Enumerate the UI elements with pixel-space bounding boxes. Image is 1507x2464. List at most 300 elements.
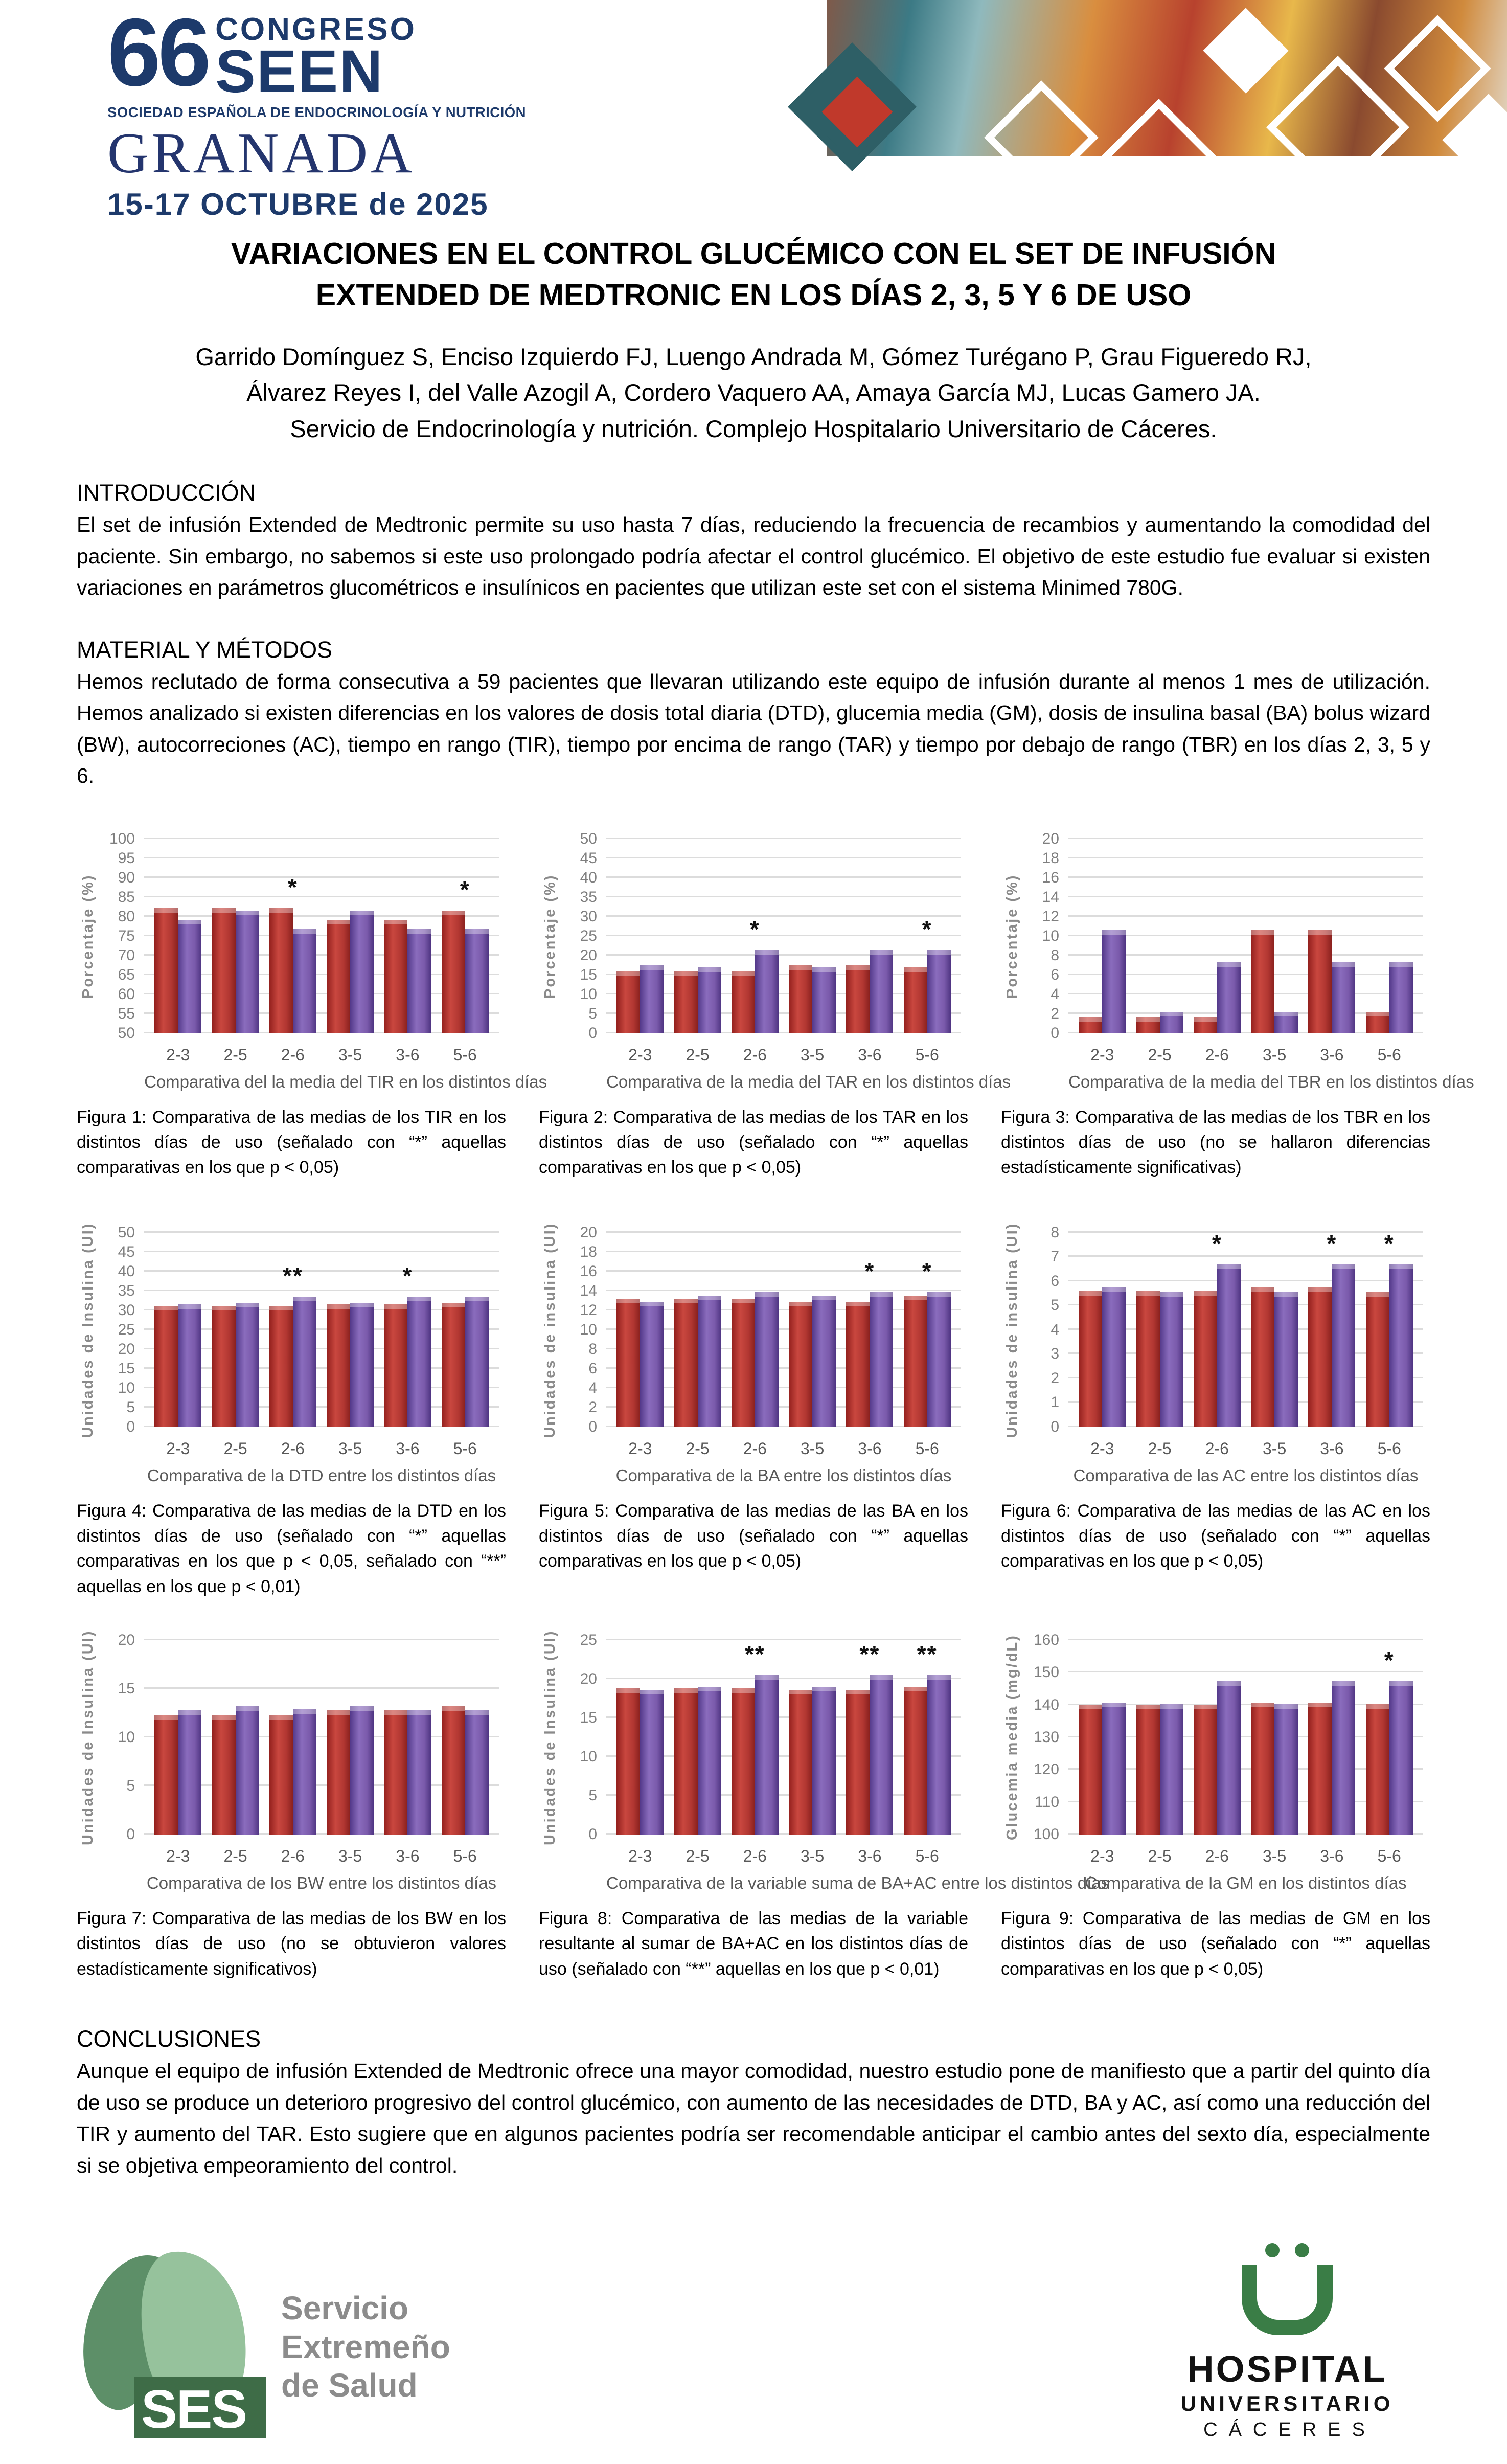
significance-annotation: **: [917, 1641, 938, 1668]
x-axis-category-label: 3-6: [1320, 1847, 1344, 1865]
y-axis-tick-label: 15: [580, 966, 597, 983]
y-axis-tick-label: 90: [118, 869, 135, 886]
x-axis-title: Comparativa de la variable suma de BA+AC entre los distintos días: [606, 1873, 1110, 1892]
bar-second-day: [812, 1296, 836, 1427]
y-axis-tick-label: 20: [118, 1632, 135, 1648]
y-axis-tick-label: 1: [1051, 1394, 1059, 1411]
y-axis-tick-label: 4: [1051, 985, 1059, 1003]
y-axis-tick-label: 10: [580, 1748, 597, 1765]
bar-first-day: [327, 1710, 350, 1835]
y-axis-tick-label: 50: [118, 1224, 135, 1241]
bar-first-day: [674, 1299, 698, 1427]
bar-first-day: [269, 1306, 293, 1427]
decorative-diamond-icon: [1203, 8, 1289, 94]
x-axis-category-label: 3-5: [1263, 1847, 1287, 1865]
section-heading-material-metodos: MATERIAL Y MÉTODOS: [77, 636, 333, 663]
bar-first-day: [212, 1715, 236, 1835]
bar-second-day: [870, 1292, 893, 1427]
y-axis-tick-label: 50: [118, 1024, 135, 1042]
x-axis-category-label: 2-6: [1205, 1045, 1229, 1064]
bar-first-day: [1366, 1704, 1389, 1835]
y-axis-tick-label: 140: [1033, 1696, 1059, 1713]
bar-chart: [539, 821, 1011, 1097]
bar-group-5-6: [442, 1233, 489, 1458]
bar-chart: [77, 1214, 506, 1490]
bar-group-2-5: [1136, 1640, 1183, 1865]
x-axis-category-label: 2-6: [1205, 1847, 1229, 1865]
bar-group-3-5: [1251, 839, 1298, 1064]
y-axis-tick-label: 0: [1051, 1418, 1059, 1435]
bar-group-5-6: [1366, 1230, 1413, 1458]
bar-group-2-5: [1136, 1233, 1183, 1458]
x-axis-title: Comparativa de la media del TBR en los distintos días: [1068, 1072, 1474, 1091]
bar-group-2-3: [154, 1233, 201, 1458]
bar-first-day: [269, 1715, 293, 1835]
y-axis-tick-label: 40: [580, 869, 597, 886]
bar-chart: [539, 1214, 968, 1490]
bar-groups: [606, 839, 961, 1064]
significance-annotation: **: [282, 1262, 303, 1290]
bar-group-2-5: [674, 1233, 721, 1458]
bar-second-day: [236, 1706, 259, 1835]
bar-second-day: [1389, 962, 1413, 1033]
congress-number: 66: [107, 0, 209, 106]
x-axis-category-label: 5-6: [1377, 1439, 1401, 1458]
figure-9: [1001, 1622, 1430, 1993]
bar-group-5-6: [904, 839, 951, 1064]
y-axis-tick-label: 7: [1051, 1248, 1059, 1265]
y-axis-tick-label: 12: [1042, 908, 1059, 925]
society-name: SOCIEDAD ESPAÑOLA DE ENDOCRINOLOGÍA Y NUTRICIÓN: [107, 104, 527, 121]
bar-first-day: [1366, 1012, 1389, 1033]
x-axis-category-label: 2-5: [1148, 1439, 1172, 1458]
authors-affiliation: Servicio de Endocrinología y nutrición. Complejo Hospitalario Universitario de Cáceres.: [290, 415, 1217, 442]
x-axis-category-label: 2-3: [628, 1045, 652, 1064]
bar-first-day: [1079, 1017, 1102, 1033]
bar-first-day: [1308, 1703, 1332, 1835]
y-axis-tick-label: 35: [580, 888, 597, 906]
bar-second-day: [698, 967, 721, 1033]
y-axis-tick-label: 130: [1033, 1729, 1059, 1746]
bar-second-day: [927, 950, 951, 1033]
y-axis-tick-label: 0: [126, 1826, 135, 1843]
x-axis-category-label: 2-5: [1148, 1847, 1172, 1865]
figure-caption: Figura 1: Comparativa de las medias de los TIR en los distintos días de uso (señalado con “*” aquellas comparativas en los que p < 0,05): [77, 1107, 506, 1178]
plot-area: [118, 1224, 499, 1458]
figure-3: [1001, 821, 1474, 1192]
bar-groups: [144, 1640, 499, 1865]
y-axis-tick-label: 25: [580, 1632, 597, 1648]
bar-second-day: [178, 1710, 201, 1835]
significance-annotation: *: [460, 876, 470, 903]
y-axis-tick-label: 40: [118, 1262, 135, 1280]
bar-first-day: [1251, 1703, 1274, 1835]
y-axis-tick-label: 2: [1051, 1005, 1059, 1022]
bar-group-2-6: [1194, 1230, 1241, 1458]
bar-first-day: [904, 1687, 927, 1835]
bar-group-2-3: [154, 839, 201, 1064]
y-axis-tick-label: 65: [118, 966, 135, 983]
y-axis-tick-label: 0: [588, 1418, 597, 1435]
bar-second-day: [1274, 1292, 1298, 1427]
bar-second-day: [927, 1292, 951, 1427]
bar-first-day: [1366, 1292, 1389, 1427]
bar-second-day: [465, 1297, 489, 1427]
y-axis-tick-label: 25: [580, 927, 597, 944]
hospital-subtitle: UNIVERSITARIO: [1180, 2391, 1394, 2415]
x-axis-category-label: 3-6: [396, 1439, 420, 1458]
x-axis-title: Comparativa de la GM en los distintos días: [1085, 1873, 1407, 1892]
bar-second-day: [350, 911, 374, 1033]
figure-2: [539, 821, 1011, 1192]
bar-first-day: [442, 1706, 465, 1835]
bar-second-day: [640, 1690, 664, 1835]
x-axis-category-label: 2-6: [1205, 1439, 1229, 1458]
bar-first-day: [384, 920, 407, 1033]
y-axis-tick-label: 12: [580, 1301, 597, 1319]
x-axis-category-label: 3-6: [396, 1847, 420, 1865]
x-axis-title: Comparativa de la DTD entre los distintos días: [147, 1465, 496, 1485]
x-axis-category-label: 5-6: [915, 1847, 939, 1865]
decorative-diamond-icon: [984, 80, 1098, 194]
bar-first-day: [789, 965, 812, 1033]
bar-groups: [144, 1233, 499, 1458]
bar-group-3-6: [384, 1640, 431, 1865]
congress-wordmark: [215, 12, 417, 106]
bar-second-day: [1332, 1681, 1355, 1835]
y-axis-title: Unidades de insulina (UI): [1004, 1222, 1020, 1438]
y-axis-tick-label: 2: [588, 1398, 597, 1416]
x-axis-title: Comparativa de la media del TAR en los distintos días: [606, 1072, 1011, 1091]
y-axis-tick-label: 15: [118, 1680, 135, 1697]
bar-second-day: [293, 1709, 316, 1835]
ses-name-line2: Extremeño: [281, 2328, 450, 2365]
y-axis-tick-label: 45: [580, 849, 597, 867]
poster-title: [87, 233, 1420, 317]
bar-group-2-5: [212, 1233, 259, 1458]
bar-first-day: [327, 920, 350, 1033]
bar-first-day: [269, 908, 293, 1033]
bar-first-day: [1194, 1017, 1217, 1033]
bar-second-day: [465, 929, 489, 1033]
significance-annotation: *: [402, 1262, 413, 1290]
y-axis-tick-label: 10: [1042, 927, 1059, 944]
y-axis-tick-label: 100: [1033, 1826, 1059, 1843]
bar-first-day: [442, 911, 465, 1033]
x-axis-category-label: 3-6: [1320, 1045, 1344, 1064]
x-axis-category-label: 5-6: [1377, 1045, 1401, 1064]
ses-name-line3: de Salud: [281, 2367, 418, 2404]
y-axis-tick-label: 30: [580, 908, 597, 925]
y-axis-tick-label: 5: [588, 1005, 597, 1022]
y-axis-tick-label: 10: [118, 1379, 135, 1396]
x-axis-category-label: 2-3: [166, 1847, 190, 1865]
x-axis-title: Comparativa de la BA entre los distintos días: [615, 1465, 952, 1485]
bar-second-day: [1102, 1703, 1126, 1835]
bar-group-2-3: [616, 1640, 664, 1865]
bar-second-day: [236, 911, 259, 1033]
bar-first-day: [846, 1690, 870, 1835]
bar-second-day: [755, 1292, 779, 1427]
x-axis-category-label: 3-5: [1263, 1045, 1287, 1064]
y-axis-tick-label: 2: [1051, 1369, 1059, 1387]
bar-group-2-6: [1194, 839, 1241, 1064]
bar-second-day: [927, 1675, 951, 1835]
x-axis-category-label: 3-5: [1263, 1439, 1287, 1458]
section-conclusiones: [77, 2026, 1430, 2181]
bar-group-5-6: [442, 839, 489, 1064]
x-axis-category-label: 2-6: [281, 1847, 305, 1865]
section-body-introduccion: El set de infusión Extended de Medtronic permite su uso hasta 7 días, reduciendo la frecuencia de recambios y aumentando la comodidad del paciente. Sin embargo, no sabemos si este uso prolongado podría afectar el control glucémico. El objetivo de este estudio fue evaluar si existen variaciones en parámetros glucométricos e insulínicos en pacientes que utilizan este set con el sistema Minimed 780G.: [77, 513, 1430, 600]
y-axis-tick-label: 6: [588, 1360, 597, 1377]
bar-second-day: [755, 950, 779, 1033]
bar-first-day: [789, 1690, 812, 1835]
figure-1: [77, 821, 547, 1192]
bar-group-3-5: [327, 1233, 374, 1458]
x-axis-category-label: 3-6: [858, 1439, 882, 1458]
y-axis-tick-label: 20: [580, 1224, 597, 1241]
y-axis-tick-label: 0: [588, 1024, 597, 1042]
bar-groups: [144, 839, 499, 1064]
bar-first-day: [674, 1688, 698, 1835]
y-axis-title: Unidades de Insulina (UI): [80, 1630, 96, 1845]
significance-annotation: *: [1384, 1646, 1395, 1674]
bar-group-2-5: [674, 1640, 721, 1865]
y-axis-tick-label: 60: [118, 985, 135, 1003]
x-axis-category-label: 3-6: [858, 1847, 882, 1865]
bar-first-day: [384, 1710, 407, 1835]
x-axis-category-label: 2-3: [1090, 1439, 1114, 1458]
bar-first-day: [1194, 1705, 1217, 1835]
bar-second-day: [870, 950, 893, 1033]
x-axis-category-label: 2-5: [686, 1439, 710, 1458]
congress-dates: 15-17 OCTUBRE de 2025: [107, 187, 489, 222]
x-axis-category-label: 3-5: [338, 1439, 362, 1458]
bar-second-day: [640, 965, 664, 1033]
bar-group-5-6: [442, 1640, 489, 1865]
bar-first-day: [1079, 1705, 1102, 1835]
y-axis-tick-label: 14: [1042, 888, 1059, 906]
hospital-name: HOSPITAL: [1187, 2349, 1387, 2390]
bar-second-day: [350, 1303, 374, 1427]
bar-first-day: [212, 908, 236, 1033]
y-axis-title: Unidades de Insulina (UI): [80, 1222, 96, 1438]
x-axis-category-label: 2-6: [743, 1439, 767, 1458]
x-axis-category-label: 3-5: [801, 1847, 825, 1865]
bar-second-day: [1217, 1681, 1241, 1835]
y-axis-tick-label: 3: [1051, 1345, 1059, 1363]
x-axis-category-label: 2-6: [281, 1439, 305, 1458]
bar-first-day: [1308, 1287, 1332, 1427]
bar-second-day: [812, 967, 836, 1033]
y-axis-title: Porcentaje (%): [80, 874, 96, 999]
authors-line1: Garrido Domínguez S, Enciso Izquierdo FJ, Luengo Andrada M, Gómez Turégano P, Grau Figueredo RJ,: [195, 343, 1312, 370]
significance-annotation: *: [1384, 1230, 1395, 1257]
section-heading-conclusiones: CONCLUSIONES: [77, 2026, 261, 2052]
bar-group-3-6: [1308, 1230, 1355, 1458]
bar-group-2-6: [1194, 1640, 1241, 1865]
y-axis-tick-label: 18: [1042, 849, 1059, 867]
significance-annotation: **: [744, 1641, 765, 1668]
significance-annotation: **: [859, 1641, 880, 1668]
x-axis-category-label: 3-5: [801, 1439, 825, 1458]
y-axis-title: Unidades de Insulina (UI): [542, 1630, 558, 1845]
x-axis-category-label: 2-6: [743, 1045, 767, 1064]
x-axis-category-label: 3-6: [858, 1045, 882, 1064]
y-axis-tick-label: 18: [580, 1243, 597, 1260]
plot-area: [1042, 830, 1423, 1064]
bar-second-day: [812, 1687, 836, 1835]
x-axis-category-label: 2-5: [223, 1439, 247, 1458]
bar-first-day: [1194, 1291, 1217, 1427]
y-axis-tick-label: 70: [118, 946, 135, 964]
bar-second-day: [755, 1675, 779, 1835]
plot-area: [580, 1224, 961, 1458]
section-heading-introduccion: INTRODUCCIÓN: [77, 480, 256, 506]
bar-second-day: [1160, 1012, 1183, 1033]
bar-group-3-5: [789, 839, 836, 1064]
y-axis-tick-label: 15: [580, 1709, 597, 1726]
y-axis-tick-label: 5: [126, 1398, 135, 1416]
y-axis-tick-label: 5: [588, 1787, 597, 1804]
figure-caption: Figura 2: Comparativa de las medias de los TAR en los distintos días de uso (señalado con “*” aquellas comparativas en los que p < 0,05): [539, 1107, 968, 1178]
bar-second-day: [640, 1302, 664, 1427]
y-axis-tick-label: 5: [1051, 1297, 1059, 1314]
ses-name-line1: Servicio: [281, 2290, 409, 2326]
x-axis-category-label: 2-5: [686, 1045, 710, 1064]
y-axis-tick-label: 6: [1051, 966, 1059, 983]
bar-second-day: [1217, 1264, 1241, 1427]
poster-title-line1: VARIACIONES EN EL CONTROL GLUCÉMICO CON EL SET DE INFUSIÓN: [231, 237, 1276, 270]
bar-groups: [1068, 1640, 1423, 1865]
hospital-u-icon: [1242, 2265, 1333, 2335]
bar-first-day: [789, 1302, 812, 1427]
bar-first-day: [154, 1715, 178, 1835]
bar-second-day: [465, 1710, 489, 1835]
y-axis-tick-label: 120: [1033, 1761, 1059, 1778]
poster-footer: [77, 2243, 1410, 2441]
y-axis-tick-label: 0: [1051, 1024, 1059, 1042]
bar-group-3-5: [789, 1233, 836, 1458]
bar-group-3-5: [789, 1640, 836, 1865]
bar-group-2-5: [212, 1640, 259, 1865]
ses-acronym: SES: [141, 2379, 247, 2440]
bar-second-day: [236, 1303, 259, 1427]
bar-second-day: [407, 929, 431, 1033]
bar-first-day: [846, 1302, 870, 1427]
bar-first-day: [1136, 1291, 1160, 1427]
y-axis-tick-label: 50: [580, 830, 597, 847]
bar-groups: [606, 1233, 961, 1458]
bar-second-day: [1102, 930, 1126, 1033]
bar-group-2-3: [616, 839, 664, 1064]
significance-annotation: *: [287, 874, 298, 901]
granada-collage-image: [827, 0, 1507, 156]
bar-second-day: [293, 929, 316, 1033]
bar-first-day: [616, 1299, 640, 1427]
x-axis-category-label: 3-5: [801, 1045, 825, 1064]
x-axis-category-label: 2-3: [1090, 1045, 1114, 1064]
bar-first-day: [732, 1688, 755, 1835]
bar-chart: [1001, 1622, 1430, 1898]
bar-group-2-6: [269, 1233, 316, 1458]
x-axis-title: Comparativa de los BW entre los distintos días: [146, 1873, 497, 1892]
bar-group-2-3: [1079, 839, 1126, 1064]
significance-annotation: *: [922, 916, 932, 943]
decorative-diamond-icon: [1442, 94, 1507, 186]
ses-acronym-badge: [134, 2377, 266, 2438]
bar-chart: [1001, 1214, 1430, 1490]
y-axis-title: Porcentaje (%): [542, 874, 558, 999]
bar-first-day: [1251, 1287, 1274, 1427]
bar-group-3-6: [384, 839, 431, 1064]
bar-first-day: [154, 1306, 178, 1427]
bar-first-day: [154, 908, 178, 1033]
seen-congress-logo: [107, 0, 527, 222]
hospital-city: CÁCERES: [1203, 2419, 1376, 2440]
bar-first-day: [327, 1304, 350, 1427]
bar-group-2-5: [1136, 839, 1183, 1064]
y-axis-tick-label: 20: [118, 1340, 135, 1358]
x-axis-category-label: 2-6: [281, 1045, 305, 1064]
bar-second-day: [1160, 1292, 1183, 1427]
x-axis-title: Comparativa del la media del TIR en los distintos días: [144, 1072, 547, 1091]
figure-caption: Figura 5: Comparativa de las medias de las BA en los distintos días de uso (señalado con “*” aquellas comparativas en los que p < 0,05): [539, 1501, 968, 1571]
y-axis-tick-label: 10: [118, 1729, 135, 1746]
figure-caption: Figura 8: Comparativa de las medias de la variable resultante al sumar de BA+AC en los distintos días de uso (señalado con “**” aquellas en los que p < 0,01): [539, 1909, 968, 1979]
x-axis-category-label: 2-3: [628, 1847, 652, 1865]
y-axis-tick-label: 5: [126, 1777, 135, 1794]
bar-group-2-5: [212, 839, 259, 1064]
bar-groups: [1068, 1230, 1423, 1458]
plot-area: [1051, 1224, 1423, 1458]
y-axis-tick-label: 0: [588, 1826, 597, 1843]
y-axis-title: Glucemia media (mg/dL): [1004, 1634, 1020, 1841]
bar-group-3-6: [1308, 839, 1355, 1064]
authors-line2: Álvarez Reyes I, del Valle Azogil A, Cordero Vaquero AA, Amaya García MJ, Lucas Gamero JA.: [246, 379, 1261, 406]
bar-group-2-6: [732, 1640, 779, 1865]
bar-first-day: [384, 1304, 407, 1427]
bar-second-day: [870, 1675, 893, 1835]
bar-first-day: [846, 965, 870, 1033]
y-axis-tick-label: 10: [580, 1321, 597, 1338]
section-introduccion: [77, 480, 1430, 604]
plot-area: [118, 1632, 499, 1865]
figure-7: [77, 1622, 506, 1993]
x-axis-category-label: 5-6: [915, 1045, 939, 1064]
authors-block: [92, 339, 1415, 447]
bar-second-day: [1217, 962, 1241, 1033]
bar-second-day: [1389, 1681, 1413, 1835]
x-axis-category-label: 2-5: [1148, 1045, 1172, 1064]
bar-chart: [77, 821, 547, 1097]
bar-first-day: [1308, 930, 1332, 1033]
significance-annotation: *: [864, 1257, 875, 1284]
x-axis-category-label: 3-5: [338, 1847, 362, 1865]
x-axis-category-label: 2-5: [686, 1847, 710, 1865]
y-axis-tick-label: 4: [1051, 1321, 1059, 1338]
decorative-diamond-icon: [1094, 99, 1223, 228]
x-axis-category-label: 5-6: [1377, 1847, 1401, 1865]
x-axis-category-label: 2-5: [223, 1847, 247, 1865]
y-axis-tick-label: 160: [1033, 1632, 1059, 1648]
y-axis-tick-label: 80: [118, 908, 135, 925]
bar-first-day: [904, 967, 927, 1033]
bar-group-2-3: [1079, 1233, 1126, 1458]
y-axis-tick-label: 16: [580, 1262, 597, 1280]
bar-first-day: [904, 1296, 927, 1427]
figure-caption: Figura 3: Comparativa de las medias de los TBR en los distintos días de uso (no se hallaron diferencias estadísticamente significativas): [1001, 1107, 1430, 1178]
